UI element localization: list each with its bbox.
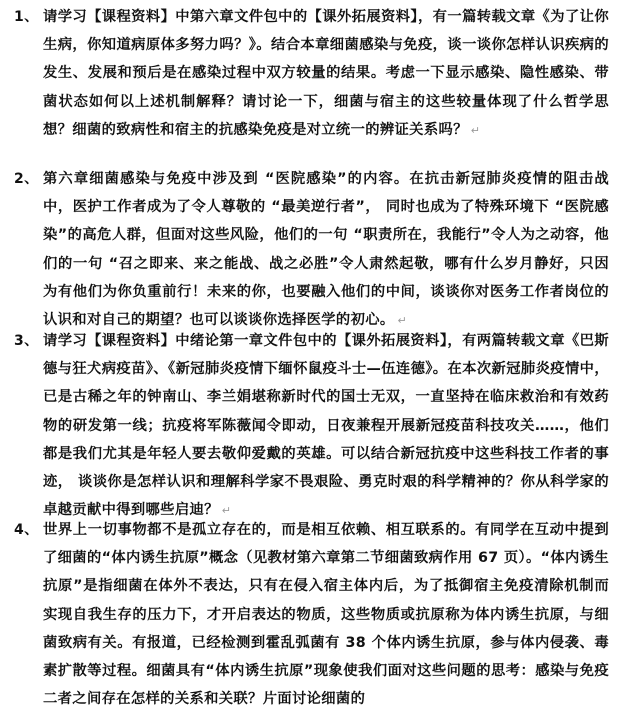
paragraph-mark-icon: ↵ — [221, 504, 232, 518]
question-text — [43, 327, 609, 525]
question-number: 2、 — [14, 171, 39, 187]
question-text — [43, 165, 609, 335]
question-number: 1、 — [14, 9, 39, 25]
question-text — [43, 516, 609, 713]
question-text-body: 请学习【课程资料】中绪论第一章文件包中的【课外拓展资料】，有两篇转载文章《巴斯德与狂犬病疫苗》、《新冠肺炎疫情下缅怀鼠疫斗士—伍连德》。在本次新冠肺炎疫情中，已是古稀之年的钟南山、李兰娟堪称新时代的国士无双，一直坚持在临床救治和有效药物的研发第一线；抗疫将军陈薇闻令即动，日夜兼程开展新冠疫苗科技攻关……，他们都是我们尤其是年轻人要去敬仰爱戴的英雄。可以结合新冠抗疫中这些科技工作者的事迹， 谈谈你是怎样认识和理解科学家不畏艰险、勇克时艰的科学精神的？你从科学家的卓越贡献中得到哪些启迪？ — [43, 333, 609, 519]
question-text-body: 世界上一切事物都不是孤立存在的，而是相互依赖、相互联系的。有同学在互动中提到了细菌的“体内诱生抗原”概念（见教材第六章第二节细菌致病作用 67 页）。“体内诱生抗原”是指细菌在体外不表达，只有在侵入宿主体内后，为了抵御宿主免疫清除机制而实现自我生存的压力下，才开启表达的物质，这些物质或抗原称为体内诱生抗原，与细菌致病有关。有报道，已经检测到霍乱弧菌有 38 个体内诱生抗原，参与体内侵袭、毒素扩散等过程。细菌具有“体内诱生抗原”现象使我们面对这些问题的思考：感染与免疫二者之间存在怎样的关系和关联？片面讨论细菌的 — [43, 522, 609, 708]
question-number: 4、 — [14, 522, 39, 538]
question-text-body: 请学习【课程资料】中第六章文件包中的【课外拓展资料】，有一篇转载文章《为了让你生病，你知道病原体多努力吗？》。结合本章细菌感染与免疫，谈一谈你怎样认识疾病的发生、发展和预后是在感染过程中双方较量的结果。考虑一下显示感染、隐性感染、带菌状态如何以上述机制解释？请讨论一下，细菌与宿主的这些较量体现了什么哲学思想？细菌的致病性和宿主的抗感染免疫是对立统一的辨证关系吗？ — [43, 9, 609, 138]
question-number: 3、 — [14, 333, 39, 349]
question-text-body: 第六章细菌感染与免疫中涉及到 “医院感染”的内容。在抗击新冠肺炎疫情的阻击战中，医护工作者成为了令人尊敬的 “最美逆行者”， 同时也成为了特殊环境下 “医院感染”的高危人群，但面对这些风险，他们的一句 “职责所在，我能行”令人为之动容，他们的一句 “召之即来、来之能战、战之必胜”令人肃然起敬，哪有什么岁月静好，只因为有他们为你负重前行！未来的你，也要融入他们的中间，谈谈你对医务工作者岗位的认识和对自己的期望？也可以谈谈你选择医学的初心。 — [43, 171, 609, 329]
paragraph-mark-icon: ↵ — [397, 314, 408, 328]
question-text — [43, 3, 609, 145]
paragraph-mark-icon: ↵ — [470, 123, 481, 137]
